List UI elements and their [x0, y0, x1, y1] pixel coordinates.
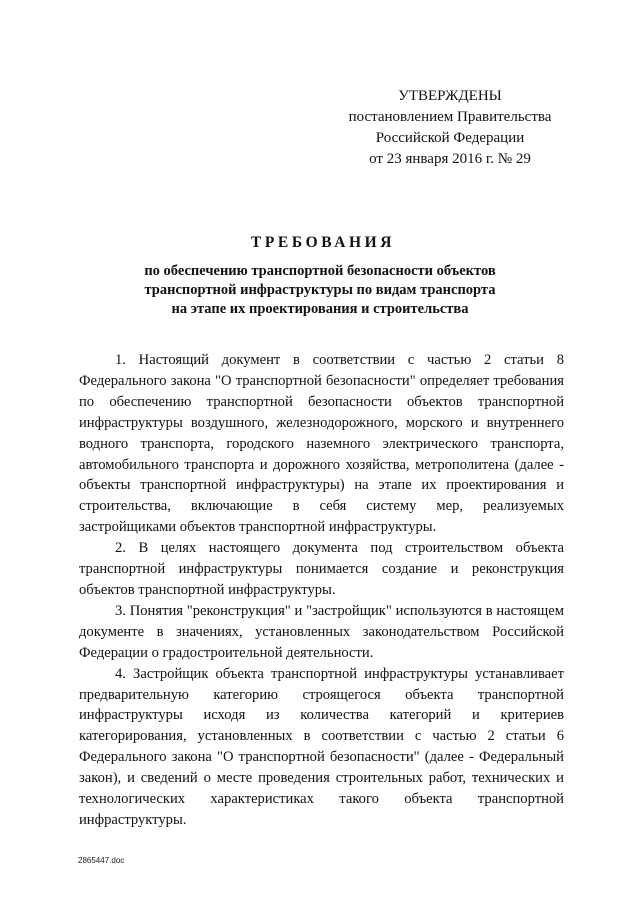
paragraph-4: 4. Застройщик объекта транспортной инфраструктуры устанавливает предварительную категорию строящегося объекта транспортной инфраструктуры исходя из количества категорий и критериев категорирования, установленных в соответствии с частью 2 статьи 6 Федерального закона "О транспортной безопасности" (далее - Федеральный закон), и сведений о месте проведения строительных работ, технических и технологических характеристиках такого объекта транспортной инфраструктуры.: [79, 665, 564, 828]
file-name-footer: 2865447.doc: [78, 856, 125, 865]
document-subtitle: [100, 262, 540, 319]
approval-line: от 23 января 2016 г. № 29: [369, 151, 531, 167]
paragraph-2: 2. В целях настоящего документа под строительством объекта транспортной инфраструктуры понимается создание и реконструкция объектов транспортной инфраструктуры.: [79, 540, 564, 598]
document-body: [79, 350, 564, 831]
paragraph-3: 3. Понятия "реконструкция" и "застройщик" используются в настоящем документе в значениях, установленных законодательством Российской Федерации о градостроительной деятельности.: [79, 602, 564, 661]
subtitle-line: транспортной инфраструктуры по видам транспорта: [144, 282, 496, 298]
approval-heading: УТВЕРЖДЕНЫ: [398, 88, 502, 104]
approval-line: постановлением Правительства: [348, 109, 552, 125]
paragraph-1: 1. Настоящий документ в соответствии с частью 2 статьи 8 Федерального закона "О транспортной безопасности" определяет требования по обеспечению транспортной безопасности объектов транспортной инфраструктуры воздушного, железнодорожного, морского и внутреннего водного транспорта, городского наземного электрического транспорта, автомобильного транспорта и дорожного хозяйства, метрополитена (далее - объекты транспортной инфраструктуры) на этапе их проектирования и строительства, включающие в себя систему мер, реализуемых застройщиками объектов транспортной инфраструктуры.: [79, 352, 564, 536]
subtitle-line: на этапе их проектирования и строительства: [171, 301, 469, 317]
approval-block: [330, 86, 570, 170]
subtitle-line: по обеспечению транспортной безопасности объектов: [144, 263, 496, 279]
approval-line: Российской Федерации: [375, 130, 525, 146]
document-title: ТРЕБОВАНИЯ: [250, 234, 396, 251]
